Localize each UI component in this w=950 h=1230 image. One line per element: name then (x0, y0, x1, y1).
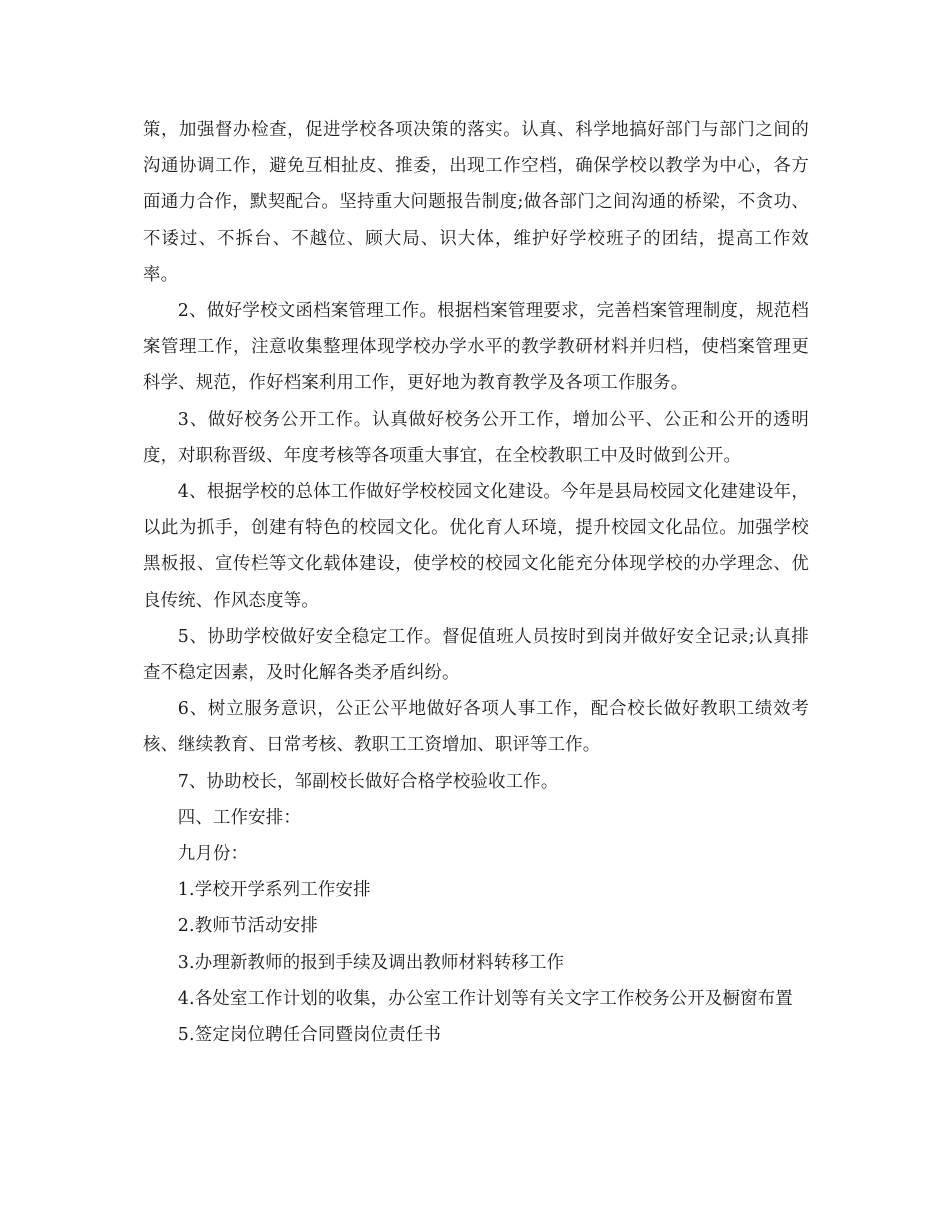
section-heading: 四、工作安排： (177, 807, 301, 828)
paragraph-item-6: 6、树立服务意识，公正公平地做好各项人事工作，配合校长做好教职工绩效考核、继续教育、日常考核、教职工工资增加、职评等工作。 (143, 699, 809, 756)
document-body (143, 112, 809, 1053)
list-item: 5.签定岗位聘任合同暨岗位责任书 (177, 1025, 442, 1046)
paragraph-continuation: 策，加强督办检查，促进学校各项决策的落实。认真、科学地搞好部门与部门之间的沟通协调工作，避免互相扯皮、推委，出现工作空档，确保学校以教学为中心，各方面通力合作，默契配合。坚持重大问题报告制度;做各部门之间沟通的桥梁，不贪功、不诿过、不拆台、不越位、顾大局、识大体，维护好学校班子的团结，提高工作效率。 (143, 120, 809, 285)
month-heading: 九月份： (177, 844, 249, 865)
paragraph-item-5: 5、协助学校做好安全稳定工作。督促值班人员按时到岗并做好安全记录;认真排查不稳定因素，及时化解各类矛盾纠纷。 (143, 626, 809, 684)
list-item: 3.办理新教师的报到手续及调出教师材料转移工作 (177, 952, 565, 973)
list-item: 1.学校开学系列工作安排 (177, 880, 371, 901)
paragraph-item-3: 3、做好校务公开工作。认真做好校务公开工作，增加公平、公正和公开的透明度，对职称晋级、年度考核等各项重大事宜，在全校教职工中及时做到公开。 (143, 409, 809, 466)
list-item: 2.教师节活动安排 (177, 916, 318, 937)
paragraph-item-4: 4、根据学校的总体工作做好学校校园文化建设。今年是县局校园文化建建设年，以此为抓手，创建有特色的校园文化。优化育人环境，提升校园文化品位。加强学校黑板报、宣传栏等文化载体建设，使学校的校园文化能充分体现学校的办学理念、优良传统、作风态度等。 (143, 482, 809, 611)
paragraph-item-2: 2、做好学校文函档案管理工作。根据档案管理要求，完善档案管理制度，规范档案管理工作，注意收集整理体现学校办学水平的教学教研材料并归档，使档案管理更科学、规范，作好档案利用工作，更好地为教育教学及各项工作服务。 (143, 301, 809, 394)
paragraph-item-7: 7、协助校长，邹副校长做好合格学校验收工作。 (177, 771, 559, 792)
list-item: 4.各处室工作计划的收集，办公室工作计划等有关文字工作校务公开及橱窗布置 (177, 988, 793, 1009)
